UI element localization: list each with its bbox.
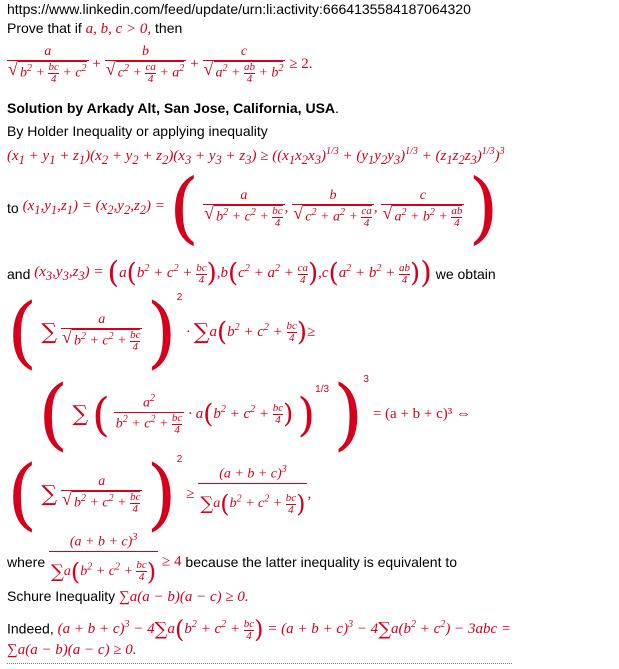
step-1: ( ∑ a √ $b^2 + c^2$ + $\frac{bc}{4}$ )$^2 \cdot \sum a(b^2 + c^2$ + $\frac{bc}{4}$ )≥ xyxy=(7,292,315,362)
we-obtain: we obtain xyxy=(435,266,496,282)
main-inequality: a √ $b^2$ + $\frac{bc}{4}$ + $c^2$ + b √ $c^2$ + $\frac{ca}{4}$ + $a^2$ + c √ $a^2$ + $\frac{ab}{4}$ + $b^2$ ≥ 2. xyxy=(7,44,313,85)
solution-title: Solution by Arkady Alt, San Jose, California, USA xyxy=(7,100,336,116)
prove-intro: Prove that if xyxy=(7,20,82,36)
schure-expr: ∑a(a − b)(a − c) ≥ 0. xyxy=(119,589,249,605)
to-label: to xyxy=(7,200,19,216)
schure-line xyxy=(7,588,249,606)
indeed-label: Indeed, xyxy=(7,620,54,637)
term-c: c √ $a^2$ + $\frac{ab}{4}$ + $b^2$ xyxy=(203,44,286,85)
dotted-divider xyxy=(7,663,512,664)
geq-sign: ≥ xyxy=(186,485,195,502)
holder-inequality xyxy=(7,146,505,168)
schure-label: Schure Inequality xyxy=(7,588,116,604)
step-2: ( ∑ ( $a^2$ $b^2 + c^2$ + $\frac{bc}{4}$ · $a(b^2 + c^2$ + $\frac{bc}{4}$ ) )$^{1/3}$ )$^3$ = (a + b + c)³ ⇔ xyxy=(38,369,472,460)
eq-sum-cubed: = (a + b + c)³ ⇔ xyxy=(372,405,472,422)
where-line: where $(a + b + c)^3$ $\sum a(b^2 + c^2$ + $\frac{bc}{4}$ ) ≥ 4 because the latter inequality is equivalent to xyxy=(7,532,457,592)
holder-lhs: $(x_1 + y_1 + z_1)(x_2 + y_2 + z_2)(x_3 + y_3 + z_3) \ge ((x_1x_2x_3)^{1/3} + (y_1y_2y_3)^{1/3} + (z_1z_2z_3)^{1/3})^3$ xyxy=(7,146,505,167)
final-expr: ∑a(a − b)(a − c) ≥ 0. xyxy=(7,642,137,658)
indeed-line: Indeed, $(a + b + c)^3 - 4\sum a(b^2 + c^2$ + $\frac{bc}{4}$ ) = $(a + b + c)^3 - 4\sum a(b^2 + c^2) - 3abc$ = xyxy=(7,616,511,644)
where-label: where xyxy=(7,553,46,570)
solution-heading xyxy=(7,100,339,116)
prove-line xyxy=(7,20,182,38)
solution-dot: . xyxy=(335,100,339,116)
where-geq4: ≥ 4 xyxy=(162,553,182,570)
source-url[interactable]: https://www.linkedin.com/feed/update/urn:li:activity:6664135584187064320 xyxy=(7,1,471,17)
and-label: and xyxy=(7,266,31,282)
where-text: because the latter inequality is equivalent to xyxy=(185,553,458,570)
final-line xyxy=(7,641,137,659)
prove-condition: a, b, c > 0, xyxy=(85,21,152,37)
term-a: a √ $b^2$ + $\frac{bc}{4}$ + $c^2$ xyxy=(7,44,89,85)
prove-then: then xyxy=(155,20,183,36)
and-line: and $(x_3,y_3,z_3) = (a(b^2 + c^2$ + $\frac{bc}{4}$ )$,b(c^2 + a^2$ + $\frac{ca}{4}$ )$,c(a^2 + b^2$ + $\frac{ab}{4}$ )) we obtain xyxy=(7,256,496,291)
step-3: ( ∑ a √ $b^2 + c^2$ + $\frac{bc}{4}$ )$^2$ ≥ $(a + b + c)^3$ $\sum a(b^2 + c^2$ + $\frac{bc}{4}$ ) , xyxy=(7,454,311,524)
term-b: b √ $c^2$ + $\frac{ca}{4}$ + $a^2$ xyxy=(105,44,187,85)
holder-text: By Holder Inequality or applying inequality xyxy=(7,123,268,139)
geq-two: ≥ 2. xyxy=(289,56,313,73)
to-line: to $(x_1,y_1,z_1) = (x_2,y_2,z_2)$ = ( a √ $b^2 + c^2$ + $\frac{bc}{4}$ , b √ $c^2 + a^2$ + $\frac{ca}{4}$ , c √ $a^2 + b^2$ + $\frac{ab}{4}$ ) xyxy=(7,178,499,244)
